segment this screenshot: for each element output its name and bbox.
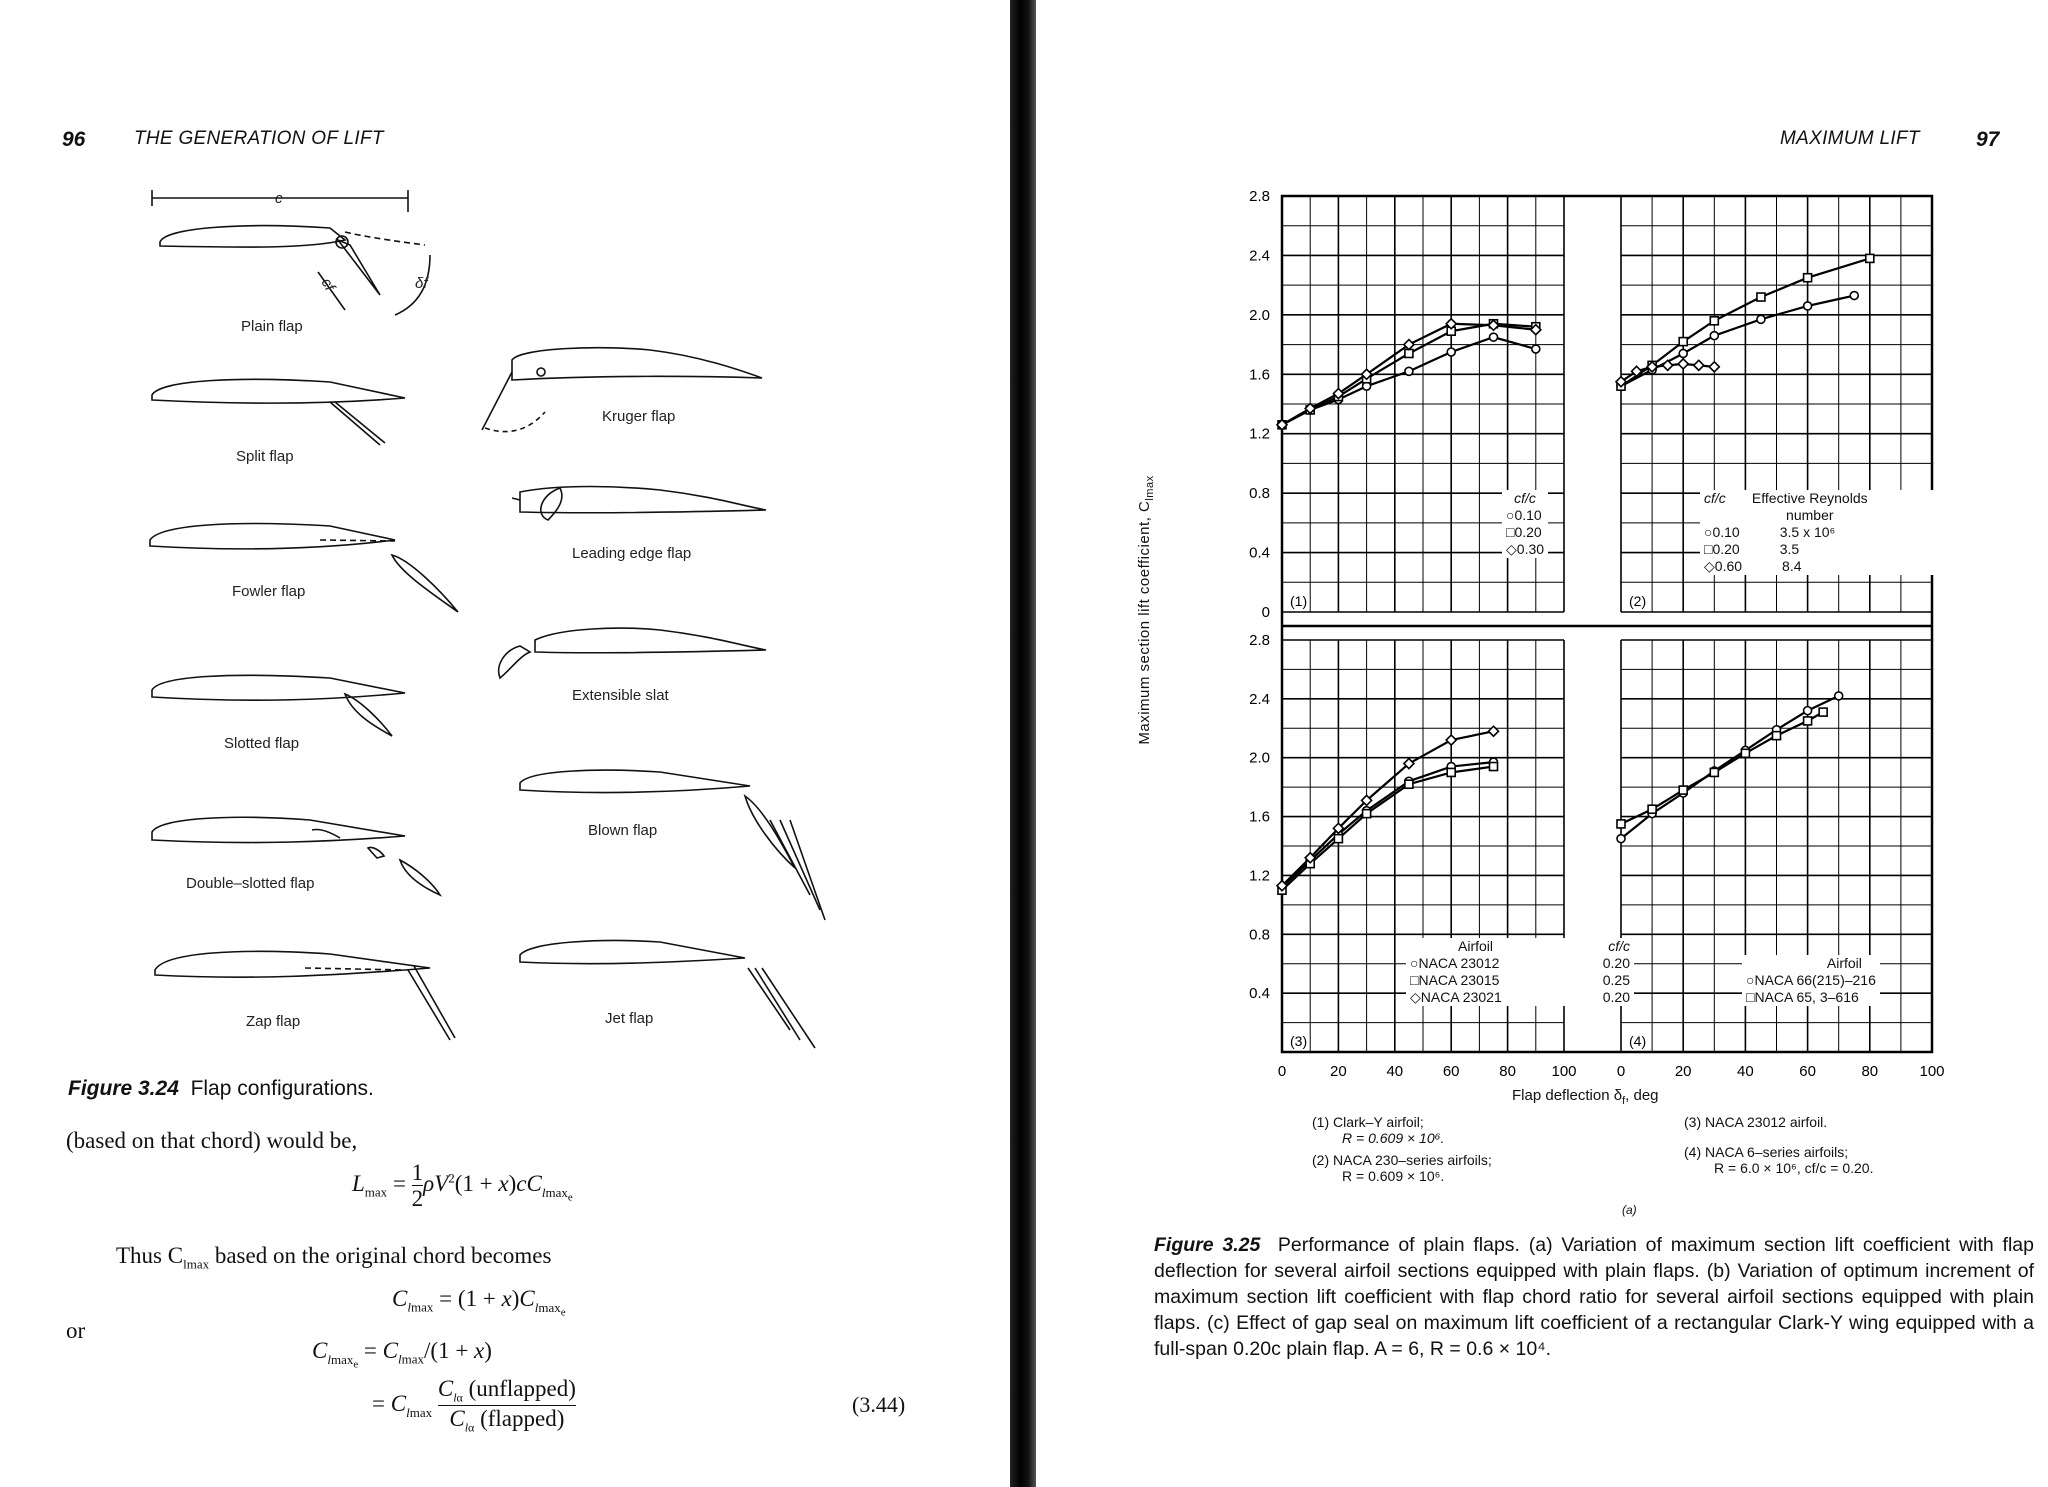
data-point-circle — [1757, 315, 1765, 323]
legend3-airfoil-1: NACA 23015 — [1418, 972, 1500, 988]
x-tick-label: 40 — [1737, 1063, 1754, 1080]
zap-flap-drawing — [155, 951, 455, 1040]
x-tick-label: 60 — [1799, 1063, 1816, 1080]
split-flap-drawing — [152, 379, 405, 445]
split-flap-label: Split flap — [236, 448, 294, 465]
legend1-row-square: □0.20 — [1506, 524, 1542, 540]
series-line — [1282, 767, 1494, 891]
page-number: 96 — [62, 128, 86, 151]
equation-lmax: $L_{max}$ = $\frac{1}{2}\rho V^2(1 + x)cC_{lmax_e}$ — [352, 1160, 573, 1212]
y-axis-label-text: Maximum section lift coefficient, C — [1136, 500, 1153, 745]
x-tick-label: 80 — [1499, 1063, 1516, 1080]
data-point-circle — [1617, 835, 1625, 843]
subfigure-label: (a) — [1622, 1203, 1637, 1217]
data-point-square — [1804, 274, 1812, 282]
plain-flap-drawing — [152, 190, 430, 315]
legend4-row-0: NACA 66(215)–216 — [1754, 972, 1876, 988]
legend3-row-square: □NACA 23015 0.25 — [1410, 972, 1630, 988]
legend3-airfoil-0: NACA 23012 — [1418, 955, 1500, 971]
data-point-circle — [1835, 692, 1843, 700]
legend2-cf-1: 0.20 — [1712, 541, 1740, 557]
legend1-row-1: 0.20 — [1514, 524, 1542, 540]
data-point-circle — [1532, 345, 1540, 353]
figure-label: Figure 3.24 — [68, 1077, 179, 1100]
legend1-head: cf/c — [1514, 490, 1536, 506]
note-2b: R = 0.609 × 10⁶. — [1342, 1168, 1445, 1184]
x-tick-label: 20 — [1674, 1063, 1692, 1080]
data-point-circle — [1804, 302, 1812, 310]
para2-start: Thus C — [116, 1243, 184, 1268]
y-tick-label: 1.2 — [1249, 867, 1270, 885]
data-point-square — [1741, 749, 1749, 757]
paragraph-2 — [116, 1243, 551, 1273]
legend-panel-3 — [1406, 938, 1634, 1006]
panel-id: (4) — [1629, 1033, 1647, 1049]
or-word: or — [66, 1318, 86, 1343]
legend3-row-circle: ○NACA 23012 0.20 — [1410, 955, 1630, 971]
plain-flap-performance-chart — [1036, 0, 2048, 1230]
data-point-square — [1648, 805, 1656, 813]
plain-flap-label: Plain flap — [241, 318, 303, 335]
extensible-slat-drawing — [499, 628, 766, 678]
legend1-row-circle: ○0.10 — [1506, 507, 1542, 523]
legend2-col2-head: Effective Reynolds number — [1751, 490, 1868, 523]
note-1b: R = 0.609 × 10⁶. — [1342, 1130, 1445, 1146]
chord-dim-label: c — [275, 190, 283, 207]
data-point-square — [1866, 254, 1874, 262]
x-tick-label: 20 — [1330, 1063, 1347, 1080]
figure-caption-text: Flap configurations. — [190, 1077, 374, 1100]
y-tick-label: 1.6 — [1249, 366, 1270, 384]
figure-3-24-caption — [68, 1077, 374, 1101]
legend2-row-diamond: ◇0.60 8.4 — [1704, 558, 1802, 574]
chart-notes-left — [1312, 1114, 1492, 1184]
legend4-head: Airfoil — [1826, 955, 1862, 971]
data-point-square — [1679, 786, 1687, 794]
legend-panel-1 — [1502, 490, 1548, 558]
y-tick-label: 1.2 — [1249, 425, 1270, 443]
legend1-row-0: 0.10 — [1514, 507, 1542, 523]
blown-flap-label: Blown flap — [588, 822, 658, 839]
y-tick-label: 0.8 — [1249, 926, 1270, 944]
panel-id: (2) — [1629, 593, 1647, 609]
data-point-square — [1773, 732, 1781, 740]
x-tick-label: 0 — [1277, 1063, 1287, 1080]
data-point-diamond — [1446, 735, 1456, 745]
data-point-circle — [1679, 349, 1687, 357]
data-point-square — [1490, 763, 1498, 771]
data-point-circle — [1447, 348, 1455, 356]
data-point-square — [1710, 317, 1718, 325]
data-point-square — [1405, 780, 1413, 788]
y-tick-label: 0 — [1261, 604, 1270, 621]
leading-edge-flap-drawing — [512, 487, 766, 521]
x-axis-label-unit: , deg — [1625, 1087, 1659, 1104]
legend2-row-circle: ○0.10 3.5 x 10⁶ — [1704, 524, 1836, 540]
data-point-square — [1447, 768, 1455, 776]
data-point-circle — [1804, 707, 1812, 715]
book-gutter — [1010, 0, 1036, 1487]
y-tick-label: 2.8 — [1249, 188, 1270, 205]
legend3-cf-2: 0.20 — [1602, 989, 1630, 1005]
x-tick-label: 100 — [1919, 1063, 1945, 1080]
data-point-circle — [1490, 333, 1498, 341]
legend2-re-1: 3.5 — [1779, 541, 1800, 557]
legend1-row-diamond: ◇0.30 — [1506, 541, 1545, 557]
para2-rest: based on the original chord becomes — [209, 1243, 552, 1268]
data-point-square — [1819, 708, 1827, 716]
para2-sub: lmax — [183, 1256, 210, 1272]
y-tick-label: 0.4 — [1249, 544, 1270, 562]
running-head: MAXIMUM LIFT — [1780, 128, 1920, 149]
note-4: (4) NACA 6–series airfoils; — [1684, 1144, 1849, 1160]
data-point-square — [1710, 768, 1718, 776]
panel-id: (3) — [1290, 1033, 1308, 1049]
data-point-circle — [1850, 292, 1858, 300]
x-tick-label: 80 — [1861, 1063, 1879, 1080]
legend3-row-diamond: ◇NACA 23021 0.20 — [1410, 989, 1630, 1005]
data-point-diamond — [1678, 359, 1688, 369]
jet-flap-drawing — [520, 941, 815, 1048]
y-tick-label: 1.6 — [1249, 808, 1270, 826]
legend2-cf-0: 0.10 — [1712, 524, 1740, 540]
data-point-diamond — [1489, 726, 1499, 736]
zap-flap-label: Zap flap — [246, 1013, 301, 1030]
data-point-square — [1757, 293, 1765, 301]
legend-panel-2 — [1700, 490, 1948, 575]
running-head: THE GENERATION OF LIFT — [134, 128, 384, 149]
legend3-head-airfoil: Airfoil — [1458, 938, 1494, 954]
y-tick-label: 2.4 — [1249, 247, 1270, 265]
x-axis-label-text: Flap deflection δ — [1512, 1087, 1623, 1104]
chart-grid — [1282, 196, 1932, 1052]
y-tick-label: 2.0 — [1249, 306, 1270, 324]
slotted-flap-drawing — [152, 675, 405, 736]
y-tick-label: 2.4 — [1249, 690, 1270, 708]
y-tick-label: 2.0 — [1249, 749, 1270, 767]
note-3: (3) NACA 23012 airfoil. — [1684, 1114, 1828, 1130]
figure-label: Figure 3.25 — [1154, 1234, 1261, 1256]
legend4-row-circle: ○NACA 66(215)–216 — [1746, 972, 1876, 988]
flap-chord-dim-label: cf — [317, 275, 339, 294]
equation-number: (3.44) — [852, 1392, 906, 1417]
x-axis-label — [1512, 1087, 1659, 1107]
equation-clmaxe: $C_{lmax_e} = C_{lmax}/(1 + x)$ — [312, 1338, 492, 1371]
panel-id: (1) — [1290, 593, 1308, 609]
slotted-flap-label: Slotted flap — [224, 735, 300, 752]
legend3-cf-1: 0.25 — [1602, 972, 1630, 988]
note-1: (1) Clark–Y airfoil; — [1312, 1114, 1424, 1130]
legend4-row-1: NACA 65, 3–616 — [1754, 989, 1859, 1005]
data-point-diamond — [1709, 362, 1719, 372]
legend1-row-2: 0.30 — [1516, 541, 1545, 557]
y-axis-label-sub: lmax — [1144, 475, 1156, 501]
x-tick-label: 100 — [1551, 1063, 1577, 1080]
leading-edge-flap-label: Leading edge flap — [572, 545, 692, 562]
x-tick-label: 60 — [1442, 1063, 1460, 1080]
chart-notes-right — [1684, 1114, 1873, 1176]
right-page — [1036, 0, 2048, 1487]
data-point-diamond — [1694, 360, 1704, 370]
legend4-row-square: □NACA 65, 3–616 — [1746, 989, 1859, 1005]
legend2-row-square: □0.20 3.5 — [1704, 541, 1800, 557]
deflection-dim-label: δf — [415, 275, 428, 292]
data-point-circle — [1405, 367, 1413, 375]
data-point-square — [1617, 820, 1625, 828]
fowler-flap-label: Fowler flap — [232, 583, 306, 600]
figure-3-25-caption — [1154, 1232, 2034, 1362]
data-point-diamond — [1663, 360, 1673, 370]
y-tick-label: 0.8 — [1249, 485, 1270, 503]
note-4b: R = 6.0 × 10⁶, cf/c = 0.20. — [1714, 1160, 1874, 1176]
figure-caption-text: Performance of plain flaps. (a) Variation of maximum section lift coefficient with flap deflection for several airfoil sections equipped with plain flaps. (b) Variation of optimum increment of maximum section lift coefficient with flap chord ratio for several airfoil sections equipped with plain flaps. (c) Effect of gap seal on maximum lift coefficient of a rectangular Clark-Y wing equipped with a full-span 0.20c plain flap. A = 6, R = 0.6 × 10⁴. — [1154, 1234, 2034, 1360]
x-axis-label-sub: f — [1622, 1095, 1626, 1107]
y-axis-label — [1136, 380, 1156, 840]
kruger-flap-label: Kruger flap — [602, 408, 676, 425]
data-point-circle — [1710, 332, 1718, 340]
legend3-head-cf: cf/c — [1608, 938, 1630, 954]
jet-flap-label: Jet flap — [605, 1010, 654, 1027]
equation-clmax: $C_{lmax} = (1 + x)C_{lmax_e}$ — [392, 1286, 566, 1319]
note-2: (2) NACA 230–series airfoils; — [1312, 1152, 1492, 1168]
legend2-head: cf/c — [1704, 490, 1726, 506]
legend-panel-4 — [1742, 955, 1880, 1006]
equation-ratio: = $C_{lmax}$ $C_{l\alpha}$ (unflapped) $C_{l\alpha}$ (flapped) — [372, 1376, 576, 1435]
legend3-airfoil-2: NACA 23021 — [1420, 989, 1502, 1005]
flap-configurations-figure — [0, 0, 1010, 1080]
double-slotted-flap-label: Double–slotted flap — [186, 875, 315, 892]
data-point-square — [1363, 810, 1371, 818]
legend2-cf-2: 0.60 — [1714, 558, 1743, 574]
page-number: 97 — [1976, 128, 2000, 151]
x-tick-label: 40 — [1386, 1063, 1404, 1080]
paragraph-1: (based on that chord) would be, — [66, 1128, 358, 1153]
y-tick-label: 0.4 — [1249, 985, 1270, 1003]
left-page — [0, 0, 1010, 1487]
x-tick-label: 0 — [1616, 1063, 1626, 1080]
legend2-re-0: 3.5 x 10⁶ — [1779, 524, 1836, 540]
data-point-square — [1334, 835, 1342, 843]
legend3-cf-0: 0.20 — [1602, 955, 1630, 971]
legend2-re-2: 8.4 — [1782, 558, 1802, 574]
y-tick-label: 2.8 — [1249, 632, 1270, 649]
blown-flap-drawing — [520, 770, 825, 920]
extensible-slat-label: Extensible slat — [572, 687, 669, 704]
chart-frame — [1282, 196, 1932, 1052]
data-point-square — [1679, 338, 1687, 346]
data-point-square — [1804, 717, 1812, 725]
